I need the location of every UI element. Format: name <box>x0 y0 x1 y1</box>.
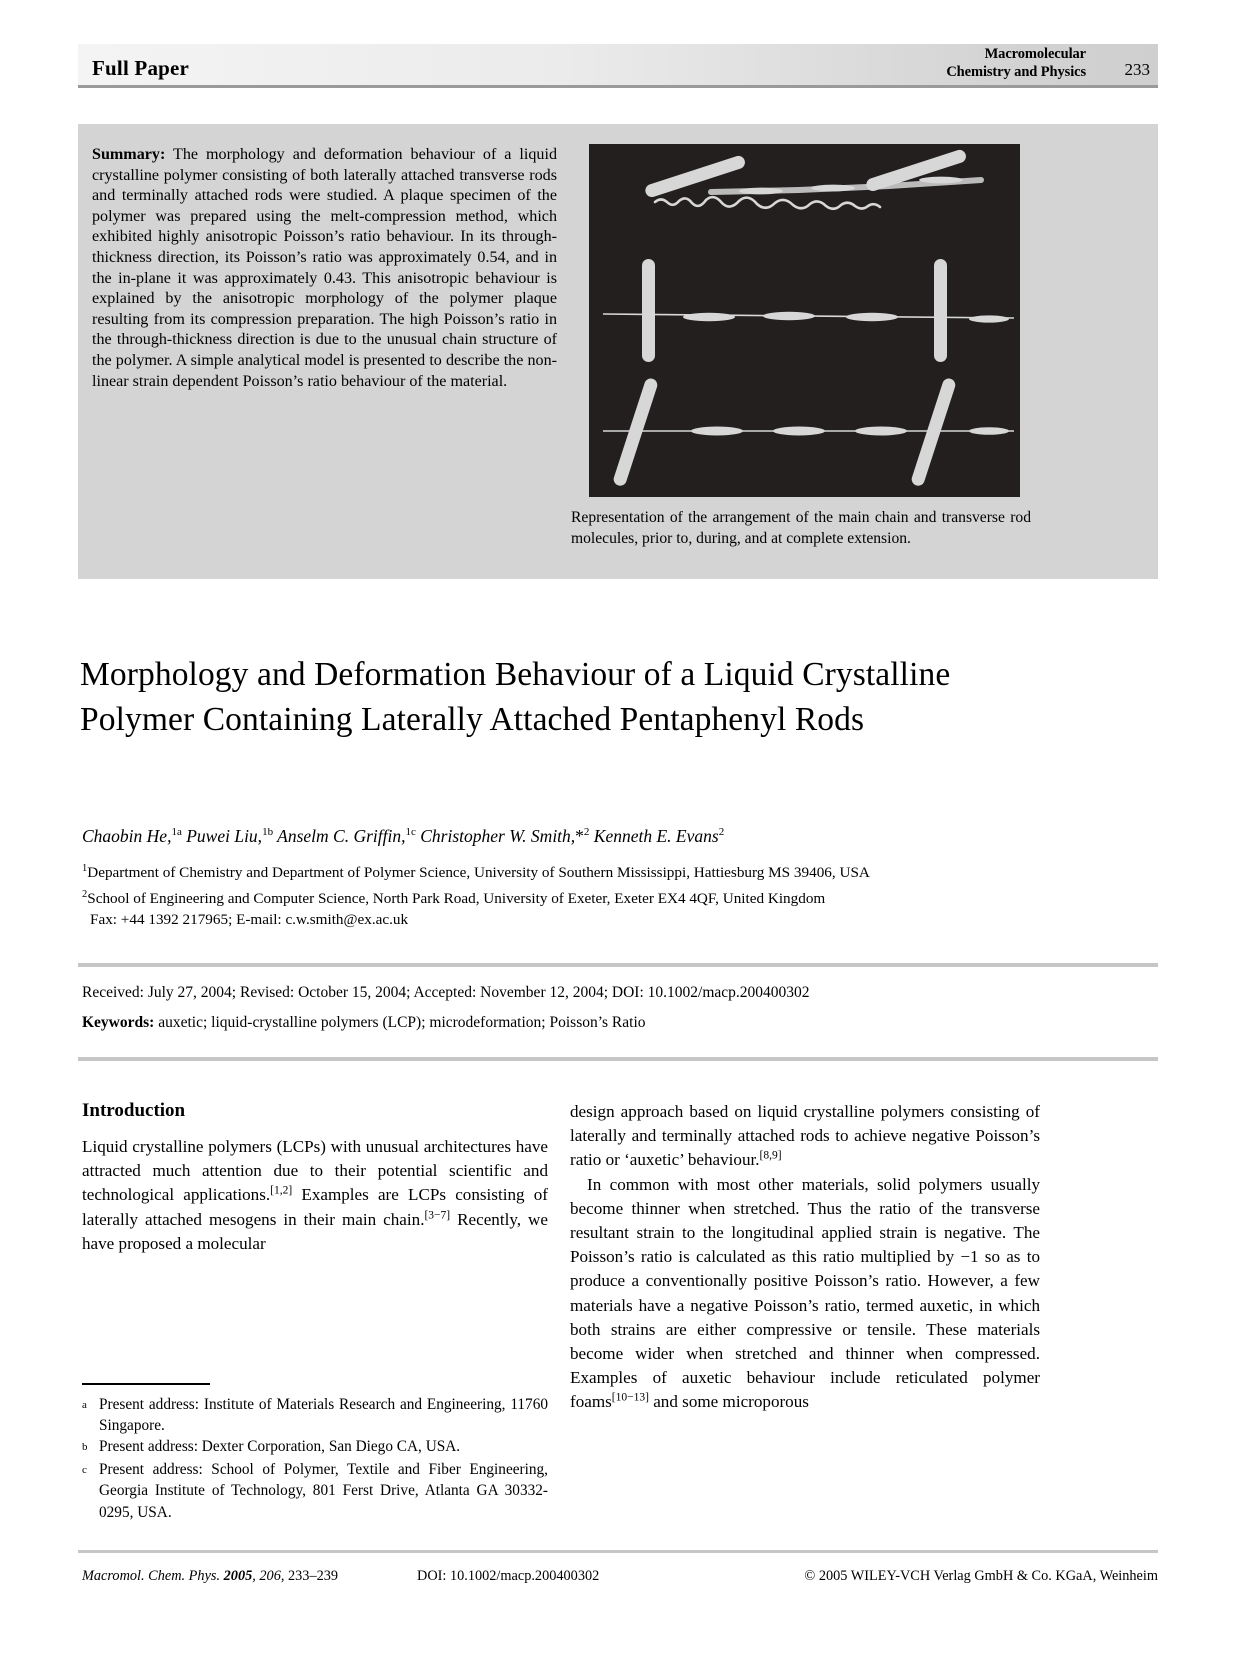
journal-name-line1: Macromolecular <box>984 46 1086 62</box>
right-paragraph-2 <box>570 1173 1040 1415</box>
body-column-right <box>570 1100 1040 1415</box>
footnote-block <box>82 1383 548 1523</box>
mesogen-r3-4 <box>969 427 1009 435</box>
summary-label: Summary: <box>92 146 166 163</box>
footnote-mark: c <box>82 1463 87 1476</box>
journal-name <box>946 45 1086 81</box>
mesogen-r3-3 <box>855 427 907 436</box>
intro-text-c: Recently, we have proposed a molecular <box>82 1209 548 1253</box>
footer-citation: Macromol. Chem. Phys. 2005, 206, 233–239 <box>82 1568 339 1584</box>
footer-pages: 233–239 <box>288 1568 339 1584</box>
mesogen-r3-1 <box>691 427 743 436</box>
publication-history: Received: July 27, 2004; Revised: October 15, 2004; Accepted: November 12, 2004; DOI: 10.1002/macp.200400302 <box>82 984 810 1001</box>
mesogen-r2-1 <box>683 313 735 321</box>
right-text-c: and some microporous <box>648 1392 809 1412</box>
author-name: Kenneth E. Evans <box>593 825 719 846</box>
affiliation-item-2 <box>82 884 1082 910</box>
author-item-2 <box>186 826 273 846</box>
body-column-left <box>82 1100 548 1256</box>
mesogen-r1-1 <box>739 188 783 195</box>
affiliation-item-1 <box>82 858 1082 884</box>
graphical-abstract-caption: Representation of the arrangement of the main chain and transverse rod molecules, prior to, during, and at complete extension. <box>571 509 1031 547</box>
mesogen-r3-2 <box>773 427 825 436</box>
footer-year: 2005 <box>223 1568 253 1584</box>
citation-ref-1: [1,2] <box>270 1184 293 1197</box>
author-list <box>82 820 1082 848</box>
mesogen-r1-2 <box>811 185 855 192</box>
footnote-item <box>82 1436 548 1458</box>
author-affiliation-mark: 1b <box>262 826 274 838</box>
citation-ref-3: [8,9] <box>759 1149 782 1162</box>
footer-volume: 206 <box>259 1568 281 1584</box>
intro-paragraph-1 <box>82 1135 548 1256</box>
author-item-4 <box>420 826 589 846</box>
horizontal-rule-bottom <box>78 1057 1158 1061</box>
page-number: 233 <box>1124 60 1150 79</box>
affiliation-text: Department of Chemistry and Department of Polymer Science, University of Southern Mississippi, Hattiesburg MS 39406, USA <box>87 864 870 882</box>
affiliation-text: School of Engineering and Computer Science, North Park Road, University of Exeter, Exeter EX4 4QF, United Kingdom <box>87 889 826 907</box>
author-name: Christopher W. Smith, <box>420 825 576 846</box>
author-affiliation-mark: 2 <box>583 826 590 838</box>
footer-copyright: © 2005 WILEY-VCH Verlag GmbH & Co. KGaA, Weinheim <box>804 1568 1158 1584</box>
journal-name-line2: Chemistry and Physics <box>946 64 1086 80</box>
footnote-separator-rule <box>82 1383 210 1385</box>
corresponding-contact: Fax: +44 1392 217965; E-mail: c.w.smith@ex.ac.uk <box>90 911 409 929</box>
footer-rule <box>78 1550 1158 1553</box>
graphical-abstract-figure <box>589 144 1020 497</box>
mesogen-r2-3 <box>846 313 898 321</box>
author-item-5 <box>594 826 724 846</box>
footer-doi: DOI: 10.1002/macp.200400302 <box>417 1568 600 1584</box>
mesogen-r2-2 <box>763 312 815 320</box>
author-name: Puwei Liu, <box>186 825 263 846</box>
intro-text-a: Liquid crystalline polymers (LCPs) with unusual architectures have attracted much attention due to their potential scientific and technological applications. <box>82 1137 548 1205</box>
intro-text-b: Examples are LCPs consisting of laterally attached mesogens in their main chain. <box>82 1185 548 1229</box>
right-text-b: In common with most other materials, solid polymers usually become thinner when stretched. Thus the ratio of the transverse resultant strain to the longitudinal applied strain is negative. The Poisson’s ratio is calculated as this ratio multiplied by −1 so as to produce a conventionally positive Poisson’s ratio. However, a few materials have a negative Poisson’s ratio, termed auxetic, in which both strains are either compressive or tensile. These materials become wider when stretched and thinner when compressed. Examples of auxetic behaviour include reticulated polymer foams <box>570 1174 1040 1412</box>
mesogen-r1-3 <box>919 177 963 184</box>
affiliation-list <box>82 858 1082 931</box>
author-affiliation-mark: 2 <box>718 826 725 838</box>
affiliation-mark: 2 <box>82 888 88 900</box>
right-paragraph-1 <box>570 1100 1040 1173</box>
author-affiliation-mark: 1c <box>405 826 416 838</box>
section-heading-introduction: Introduction <box>82 1100 186 1121</box>
footnote-mark: a <box>82 1398 87 1411</box>
footnote-mark: b <box>82 1441 88 1454</box>
keywords-line <box>82 1012 1132 1033</box>
footnote-text: Present address: School of Polymer, Textile and Fiber Engineering, Georgia Institute of Technology, 801 Ferst Drive, Atlanta GA 30332-0295, USA. <box>99 1460 548 1521</box>
footnote-text: Present address: Institute of Materials Research and Engineering, 11760 Singapore. <box>99 1395 548 1434</box>
corresponding-author-marker: * <box>575 825 584 846</box>
footnote-item <box>82 1459 548 1523</box>
footer-journal-abbrev: Macromol. Chem. Phys. <box>82 1568 221 1584</box>
page-footer <box>82 1568 1158 1588</box>
molecular-arrangement-diagram <box>589 144 1020 497</box>
citation-ref-2: [3−7] <box>424 1208 451 1221</box>
keywords-values: auxetic; liquid-crystalline polymers (LCP); microdeformation; Poisson’s Ratio <box>154 1014 646 1031</box>
transverse-rod-3 <box>642 259 655 362</box>
footnote-text: Present address: Dexter Corporation, San Diego CA, USA. <box>99 1438 461 1456</box>
author-name: Chaobin He, <box>82 825 172 846</box>
page-title: Morphology and Deformation Behaviour of a Liquid Crystalline Polymer Containing Laterally Attached Pentaphenyl Rods <box>80 656 951 739</box>
mesogen-r2-4 <box>969 315 1009 322</box>
horizontal-rule-top <box>78 963 1158 967</box>
right-text-a: design approach based on liquid crystalline polymers consisting of laterally and terminally attached rods to achieve negative Poisson’s ratio or ‘auxetic’ behaviour. <box>570 1102 1040 1170</box>
author-name: Anselm C. Griffin, <box>277 825 406 846</box>
keywords-label: Keywords: <box>82 1014 155 1031</box>
transverse-rod-4 <box>934 259 947 362</box>
author-item-1 <box>82 826 182 846</box>
author-item-3 <box>277 826 416 846</box>
running-head <box>78 44 1158 88</box>
author-affiliation-mark: 1a <box>171 826 182 838</box>
footnote-item <box>82 1394 548 1437</box>
summary-text <box>92 145 557 392</box>
summary-body: The morphology and deformation behaviour of a liquid crystalline polymer consisting of both laterally attached transverse rods and terminally attached rods were studied. A plaque specimen of the polymer was prepared using the melt-compression method, which exhibited highly anisotropic Poisson’s ratio behaviour. In its through-thickness direction, its Poisson’s ratio was approximately 0.54, and in the in-plane it was approximately 0.43. This anisotropic behaviour is explained by the anisotropic morphology of the polymer plaque resulting from its compression preparation. The high Poisson’s ratio in the through-thickness direction is due to the unusual chain structure of the polymer. A simple analytical model is presented to describe the non-linear strain dependent Poisson’s ratio behaviour of the material. <box>92 146 557 390</box>
running-head-left-label: Full Paper <box>92 56 190 80</box>
citation-ref-4: [10−13] <box>611 1391 649 1404</box>
affiliation-mark: 1 <box>82 863 88 874</box>
summary-box <box>78 124 1158 579</box>
